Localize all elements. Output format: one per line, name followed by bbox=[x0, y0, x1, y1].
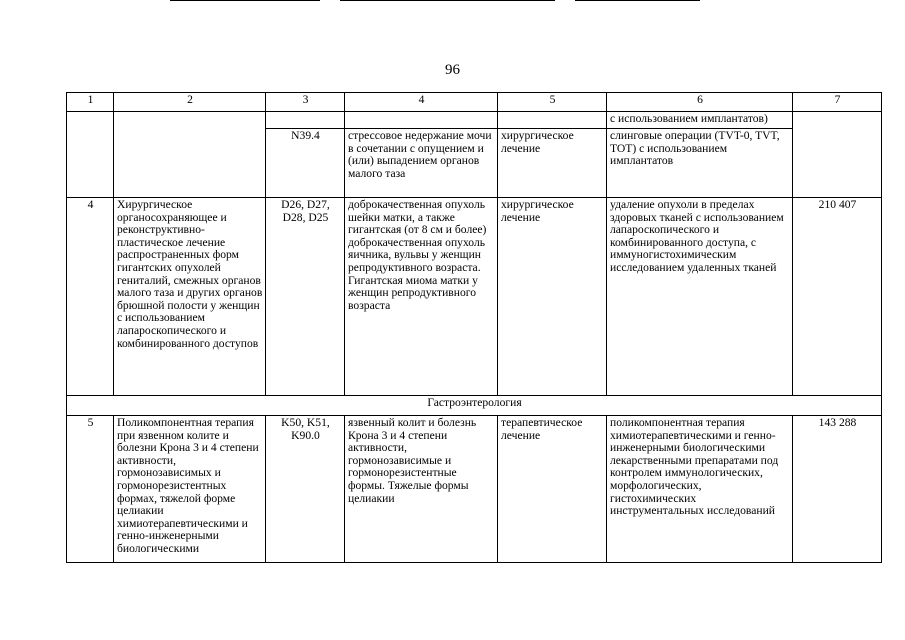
cell-treatment: терапевтическое лечение bbox=[498, 416, 607, 563]
cell-model: язвенный колит и болезнь Крона 3 и 4 степени активности, гормонозависимые и гормонорезистентные формы. Тяжелые формы целиакии bbox=[345, 416, 498, 563]
header-cell-5: 5 bbox=[498, 93, 607, 112]
cell-codes: D26, D27, D28, D25 bbox=[266, 198, 345, 396]
cell-codes: K50, K51, K90.0 bbox=[266, 416, 345, 563]
table-row-continuation bbox=[67, 112, 882, 129]
top-rule-middle bbox=[340, 0, 555, 1]
cell-treatment: хирургическое лечение bbox=[498, 129, 607, 198]
cell-model: стрессовое недержание мочи в сочетании с опущением и (или) выпадением органов малого таза bbox=[345, 129, 498, 198]
header-row bbox=[67, 93, 882, 112]
cell-method: слинговые операции (TVT-0, TVT, TOT) с использованием имплантатов bbox=[607, 129, 793, 198]
cell-number: 4 bbox=[67, 198, 114, 396]
cell-empty bbox=[345, 112, 498, 129]
header-cell-3: 3 bbox=[266, 93, 345, 112]
section-title: Гастроэнтерология bbox=[67, 396, 882, 416]
cell-empty bbox=[793, 112, 882, 198]
cell-method: удаление опухоли в пределах здоровых тканей с использованием лапароскопического и комбинированного доступа, с иммуногистохимическим исследованием удаленных тканей bbox=[607, 198, 793, 396]
cell-treatment: хирургическое лечение bbox=[498, 198, 607, 396]
table-row-4 bbox=[67, 198, 882, 396]
header-cell-7: 7 bbox=[793, 93, 882, 112]
header-cell-2: 2 bbox=[114, 93, 266, 112]
cell-empty bbox=[266, 112, 345, 129]
cell-empty bbox=[67, 112, 114, 198]
section-row bbox=[67, 396, 882, 416]
cell-profile: Поликомпонентная терапия при язвенном колите и болезни Крона 3 и 4 степени активности, гормонозависимых и гормонорезистентных формах, тяжелой форме целиакии химиотерапевтическими и генно-инженерными биологическими bbox=[114, 416, 266, 563]
header-cell-4: 4 bbox=[345, 93, 498, 112]
header-cell-1: 1 bbox=[67, 93, 114, 112]
cell-cost: 143 288 bbox=[793, 416, 882, 563]
cell-empty bbox=[114, 112, 266, 198]
cell-number: 5 bbox=[67, 416, 114, 563]
data-table bbox=[66, 92, 882, 563]
cell-method-continuation: с использованием имплантатов) bbox=[607, 112, 793, 129]
table-row-5 bbox=[67, 416, 882, 563]
cell-method: поликомпонентная терапия химиотерапевтическими и генно-инженерными биологическими лекарственными препаратами под контролем иммунологических, морфологических, гистохимических инструментальных исследований bbox=[607, 416, 793, 563]
top-rule-left bbox=[170, 0, 320, 1]
header-cell-6: 6 bbox=[607, 93, 793, 112]
cell-cost: 210 407 bbox=[793, 198, 882, 396]
top-rule-right bbox=[575, 0, 700, 1]
cell-code: N39.4 bbox=[266, 129, 345, 198]
cell-empty bbox=[498, 112, 607, 129]
page-number: 96 bbox=[445, 62, 460, 78]
cell-model: доброкачественная опухоль шейки матки, а также гигантская (от 8 см и более) доброкачественная опухоль яичника, вульвы у женщин репродуктивного возраста. Гигантская миома матки у женщин репродуктивного возраста bbox=[345, 198, 498, 396]
cell-profile: Хирургическое органосохраняющее и реконструктивно-пластическое лечение распространенных форм гигантских опухолей гениталий, смежных органов малого таза и других органов брюшной полости у женщин с использованием лапароскопического и комбинированного доступов bbox=[114, 198, 266, 396]
